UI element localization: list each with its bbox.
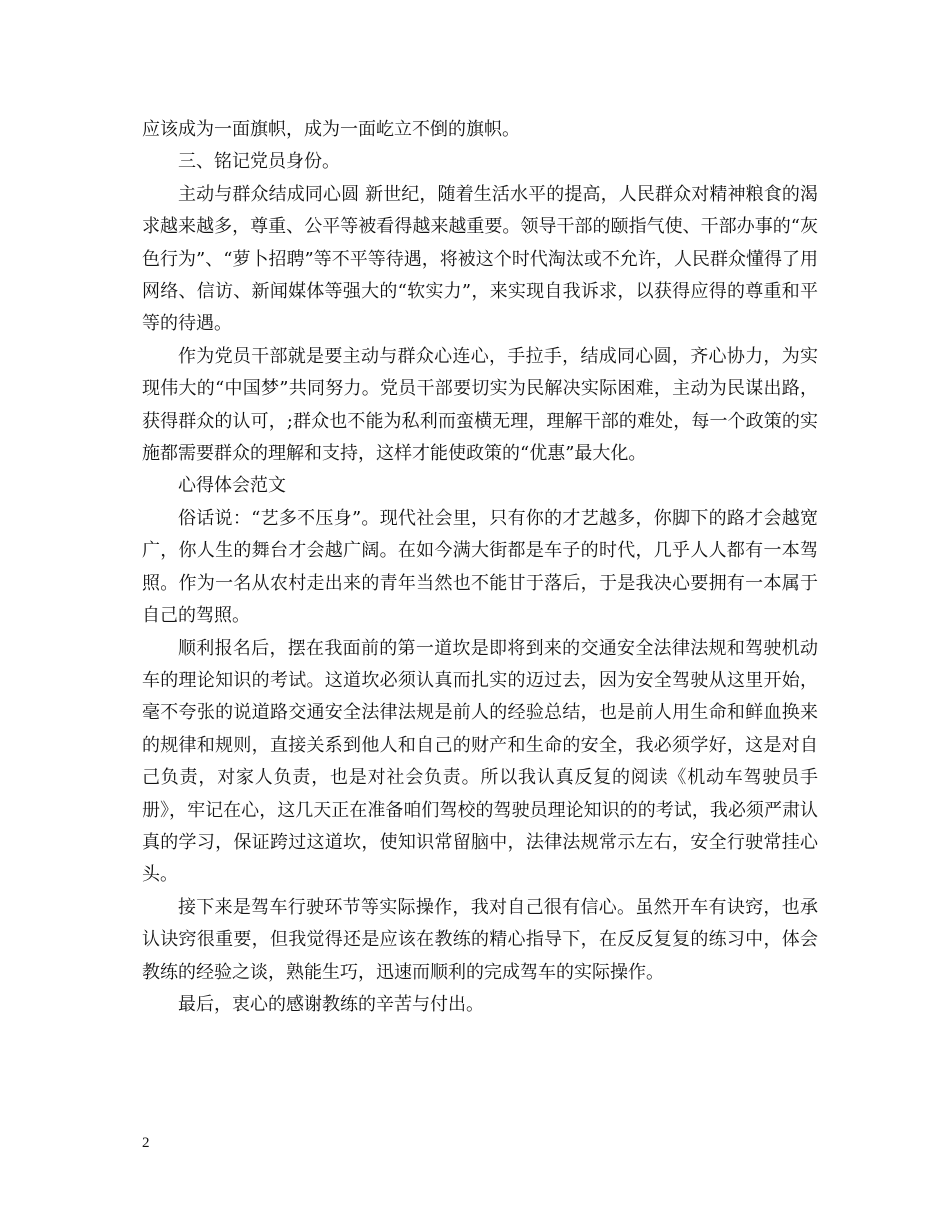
section-heading: 三、铭记党员身份。 <box>178 151 340 173</box>
paragraph: 最后，衷心的感谢教练的辛苦与付出。 <box>178 993 484 1015</box>
section-title: 心得体会范文 <box>178 475 286 497</box>
paragraph: 俗话说：“艺多不压身”。现代社会里，只有你的才艺越多，你脚下的路才会越宽广，你人生的舞台才会越广阔。在如今满大街都是车子的时代，几乎人人都有一本驾照。作为一名从农村走出来的青年当然也不能甘于落后，于是我决心要拥有一本属于自己的驾照。 <box>142 507 818 627</box>
paragraph: 接下来是驾车行驶环节等实际操作，我对自己很有信心。虽然开车有诀窍，也承认诀窍很重要，但我觉得还是应该在教练的精心指导下，在反反复复的练习中，体会教练的经验之谈，熟能生巧，迅速而顺利的完成驾车的实际操作。 <box>142 896 818 983</box>
paragraph-continuation: 应该成为一面旗帜，成为一面屹立不倒的旗帜。 <box>142 119 520 140</box>
document-body <box>142 114 818 1021</box>
paragraph: 顺利报名后，摆在我面前的第一道坎是即将到来的交通安全法律法规和驾驶机动车的理论知识的考试。这道坎必须认真而扎实的迈过去，因为安全驾驶从这里开始，毫不夸张的说道路交通安全法律法规是前人的经验总结，也是前人用生命和鲜血换来的规律和规则，直接关系到他人和自己的财产和生命的安全，我必须学好，这是对自己负责，对家人负责，也是对社会负责。所以我认真反复的阅读《机动车驾驶员手册》，牢记在心，这几天正在准备咱们驾校的驾驶员理论知识的的考试，我必须严肃认真的学习，保证跨过这道坎，使知识常留脑中，法律法规常示左右，安全行驶常挂心头。 <box>142 637 818 886</box>
paragraph: 主动与群众结成同心圆 新世纪，随着生活水平的提高，人民群众对精神粮食的渴求越来越多，尊重、公平等被看得越来越重要。领导干部的颐指气使、干部办事的“灰色行为”、“萝卜招聘”等不平等待遇，将被这个时代淘汰或不允许，人民群众懂得了用网络、信访、新闻媒体等强大的“软实力”，来实现自我诉求，以获得应得的尊重和平等的待遇。 <box>142 183 818 335</box>
paragraph: 作为党员干部就是要主动与群众心连心，手拉手，结成同心圆，齐心协力，为实现伟大的“中国梦”共同努力。党员干部要切实为民解决实际困难，主动为民谋出路，获得群众的认可，;群众也不能为私利而蛮横无理，理解干部的难处，每一个政策的实施都需要群众的理解和支持，这样才能使政策的“优惠”最大化。 <box>142 345 818 465</box>
page-number: 2 <box>142 1135 150 1151</box>
